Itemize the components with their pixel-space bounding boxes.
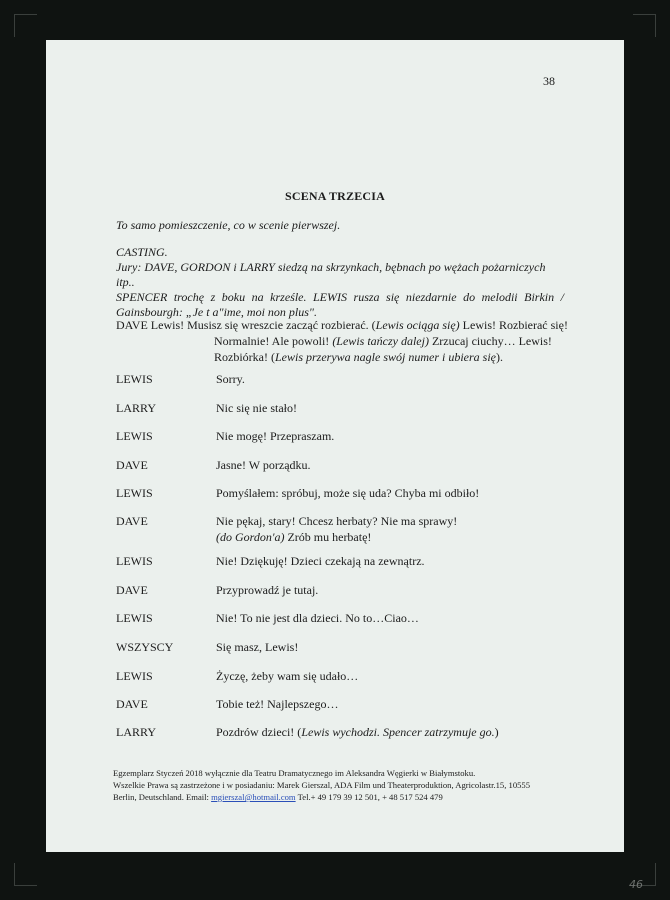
dialogue-text: Lewis! Rozbierać się! xyxy=(459,318,568,332)
dialogue-text: Jasne! W porządku. xyxy=(216,458,311,472)
casting-line: CASTING. xyxy=(116,245,168,259)
dialogue-text: Sorry. xyxy=(216,372,245,386)
crop-mark xyxy=(14,863,37,886)
footer-line: Wszelkie Prawa są zastrzeżone i w posiadaniu: Marek Gierszal, ADA Film und Theaterproduktion, Agricolastr.15, 10555 xyxy=(113,780,531,790)
speaker-name: LEWIS xyxy=(116,611,153,625)
dialogue-text: DAVE Lewis! Musisz się wreszcie zacząć rozbierać. ( xyxy=(116,318,376,332)
dialogue-text: Pozdrów dzieci! ( xyxy=(216,725,302,739)
dialogue-text: Zrzucaj ciuchy… Lewis! xyxy=(428,334,552,348)
speaker-name: DAVE xyxy=(116,583,148,597)
crop-mark xyxy=(14,14,37,37)
dialogue-text: Nie! Dziękuję! Dzieci czekają na zewnątrz. xyxy=(216,554,425,568)
speaker-name: LEWIS xyxy=(116,372,153,386)
dialogue-text: ) xyxy=(494,725,499,739)
speaker-name: LEWIS xyxy=(116,486,153,500)
dialogue-text: Rozbiórka! ( xyxy=(214,350,275,364)
stage-direction-casting xyxy=(116,245,564,320)
speaker-name: LEWIS xyxy=(116,554,153,568)
footer-line: Berlin, Deutschland. Email: xyxy=(113,792,212,802)
stage-direction: Lewis przerywa nagle swój numer i ubiera się xyxy=(274,350,496,364)
scene-title: SCENA TRZECIA xyxy=(284,189,386,203)
stage-direction: (Lewis tańczy dalej) xyxy=(332,334,429,348)
dialogue-text: Życzę, żeby wam się udało… xyxy=(216,669,359,683)
speaker-name: LARRY xyxy=(116,725,157,739)
stage-direction-intro: To samo pomieszczenie, co w scenie pierwszej. xyxy=(116,218,341,232)
dialogue-text: Nie mogę! Przepraszam. xyxy=(216,429,335,443)
casting-line: Jury: DAVE, GORDON i LARRY siedzą na skrzynkach, bębnach po wężach pożarniczych itp.. xyxy=(116,260,546,289)
footer-line: Tel.+ 49 179 39 12 501, + 48 517 524 479 xyxy=(295,792,443,802)
dialogue-text: Się masz, Lewis! xyxy=(216,640,299,654)
speaker-name: LEWIS xyxy=(116,669,153,683)
speaker-name: LEWIS xyxy=(116,429,153,443)
dialogue-text: Nie pękaj, stary! Chcesz herbaty? Nie ma sprawy! xyxy=(216,514,458,528)
dialogue-text: Nie! To nie jest dla dzieci. No to…Ciao… xyxy=(216,611,419,625)
email-link[interactable]: mgierszal@hotmail.com xyxy=(211,792,296,802)
dialogue-text: Pomyślałem: spróbuj, może się uda? Chyba mi odbiło! xyxy=(216,486,480,500)
dialogue-text: Nic się nie stało! xyxy=(216,401,297,415)
dialogue-text xyxy=(216,724,576,740)
crop-mark xyxy=(633,14,656,37)
speaker-name: WSZYSCY xyxy=(116,640,174,654)
dialogue-text: Normalnie! Ale powoli! xyxy=(214,334,333,348)
document-page xyxy=(46,40,643,891)
footer-line: Egzemplarz Styczeń 2018 wyłącznie dla Teatru Dramatycznego im Aleksandra Węgierki w Białymstoku. xyxy=(113,768,476,778)
speaker-name: DAVE xyxy=(116,514,148,528)
page-number: 38 xyxy=(543,74,555,88)
dialogue-text: Przyprowadź je tutaj. xyxy=(216,583,319,597)
copyright-footer xyxy=(113,767,553,803)
dialogue-text: Tobie też! Najlepszego… xyxy=(216,697,339,711)
stage-direction: (do Gordon'a) xyxy=(216,530,285,544)
dialogue-block-dave xyxy=(116,317,586,365)
casting-line: SPENCER trochę z boku na krześle. LEWIS rusza się niezdarnie do melodii Birkin / xyxy=(116,290,564,304)
speaker-name: DAVE xyxy=(116,697,148,711)
dialogue-text: Zrób mu herbatę! xyxy=(284,530,372,544)
casting-line: Gainsbourgh: „Je t a"ime, moi non plus". xyxy=(116,305,317,319)
pencil-note: 46 xyxy=(629,878,643,891)
dialogue-text: ). xyxy=(495,350,503,364)
speaker-name: LARRY xyxy=(116,401,157,415)
stage-direction: Lewis wychodzi. Spencer zatrzymuje go. xyxy=(301,725,495,739)
stage-direction: Lewis ociąga się) xyxy=(375,318,460,332)
speaker-name: DAVE xyxy=(116,458,148,472)
dialogue-text xyxy=(216,513,576,545)
